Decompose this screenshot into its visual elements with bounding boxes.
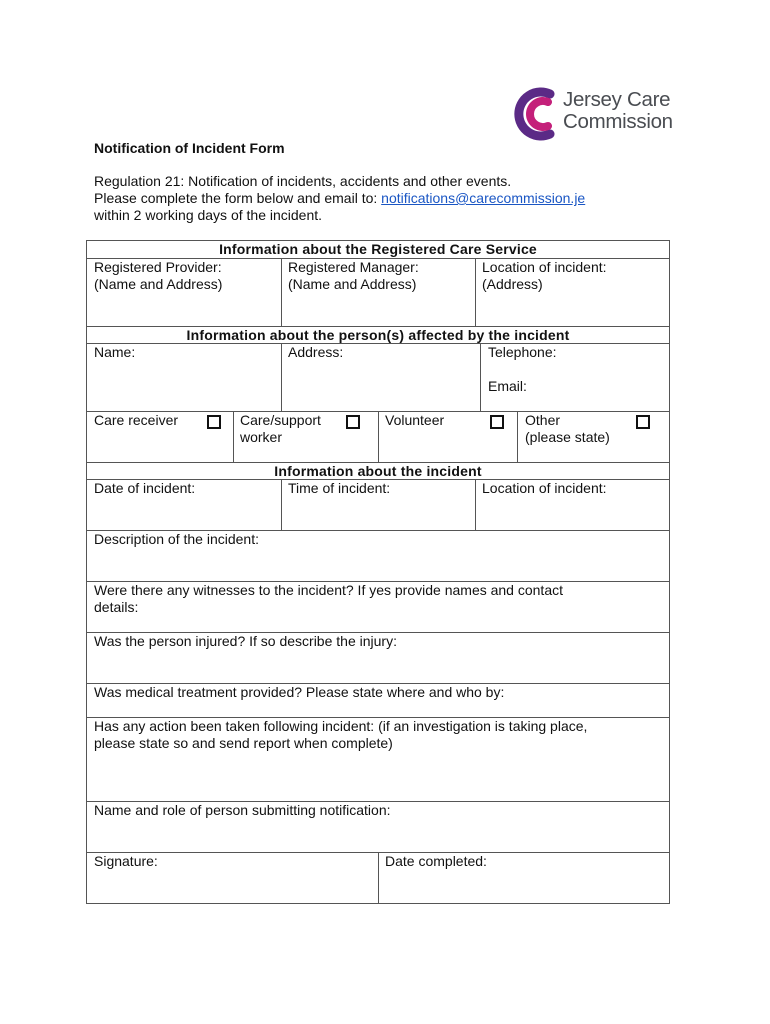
- person-telephone-field[interactable]: Telephone:: [488, 344, 557, 360]
- registered-manager-field[interactable]: [288, 259, 419, 293]
- action-taken-field[interactable]: [94, 718, 587, 752]
- care-receiver-checkbox[interactable]: [207, 415, 221, 429]
- service-location-field[interactable]: [482, 259, 607, 293]
- service-location-hint: (Address): [482, 276, 543, 292]
- witnesses-label-line2: details:: [94, 599, 139, 615]
- date-completed-field[interactable]: Date completed:: [385, 853, 487, 869]
- registered-provider-field[interactable]: [94, 259, 222, 293]
- incident-description-field[interactable]: Description of the incident:: [94, 531, 259, 547]
- care-support-label-line2: worker: [240, 429, 283, 445]
- intro-deadline: within 2 working days of the incident.: [94, 207, 323, 223]
- logo-wordmark: [563, 89, 673, 133]
- intro-instructions-text: Please complete the form below and email to:: [94, 190, 382, 206]
- signature-field[interactable]: Signature:: [94, 853, 158, 869]
- persons-section-heading: Information about the person(s) affected by the incident: [186, 327, 570, 343]
- care-support-worker-checkbox[interactable]: [346, 415, 360, 429]
- person-name-field[interactable]: Name:: [94, 344, 136, 360]
- intro-instructions: [94, 190, 585, 207]
- form-title: Notification of Incident Form: [94, 140, 285, 156]
- medical-treatment-field[interactable]: Was medical treatment provided? Please state where and who by:: [94, 684, 505, 700]
- logo-line-1: Jersey Care: [563, 88, 671, 111]
- service-location-label: Location of incident:: [482, 259, 607, 275]
- registered-manager-label: Registered Manager:: [288, 259, 419, 275]
- service-section-heading: Information about the Registered Care Service: [219, 241, 537, 257]
- witnesses-label-line1: Were there any witnesses to the incident? If yes provide names and contact: [94, 582, 563, 598]
- incident-time-field[interactable]: Time of incident:: [288, 480, 391, 496]
- care-receiver-label: Care receiver: [94, 412, 179, 428]
- logo-c-mark-icon: [510, 87, 558, 141]
- logo-line-2: Commission: [563, 110, 673, 133]
- jersey-care-commission-logo: [510, 85, 685, 143]
- action-taken-label-line1: Has any action been taken following incident: (if an investigation is taking place,: [94, 718, 588, 734]
- volunteer-label: Volunteer: [385, 412, 445, 428]
- care-support-worker-label: [240, 412, 321, 446]
- other-label-line2: (please state): [525, 429, 610, 445]
- other-checkbox[interactable]: [636, 415, 650, 429]
- registered-manager-hint: (Name and Address): [288, 276, 417, 292]
- action-taken-label-line2: please state so and send report when complete): [94, 735, 393, 751]
- incident-form-table: [86, 240, 670, 904]
- incident-location-field[interactable]: Location of incident:: [482, 480, 607, 496]
- incident-section-heading: Information about the incident: [274, 463, 482, 479]
- submitter-field[interactable]: Name and role of person submitting notification:: [94, 802, 391, 818]
- person-address-field[interactable]: Address:: [288, 344, 344, 360]
- intro-text: [94, 173, 585, 224]
- notifications-email-link[interactable]: notifications@carecommission.je: [381, 190, 586, 206]
- other-label-line1: Other: [525, 412, 561, 428]
- volunteer-checkbox[interactable]: [490, 415, 504, 429]
- care-support-label-line1: Care/support: [240, 412, 321, 428]
- other-label: [525, 412, 610, 446]
- witnesses-field[interactable]: [94, 582, 563, 616]
- registered-provider-hint: (Name and Address): [94, 276, 223, 292]
- injury-field[interactable]: Was the person injured? If so describe the injury:: [94, 633, 397, 649]
- registered-provider-label: Registered Provider:: [94, 259, 222, 275]
- person-email-field[interactable]: Email:: [488, 378, 527, 394]
- incident-date-field[interactable]: Date of incident:: [94, 480, 196, 496]
- intro-regulation: Regulation 21: Notification of incidents, accidents and other events.: [94, 173, 512, 189]
